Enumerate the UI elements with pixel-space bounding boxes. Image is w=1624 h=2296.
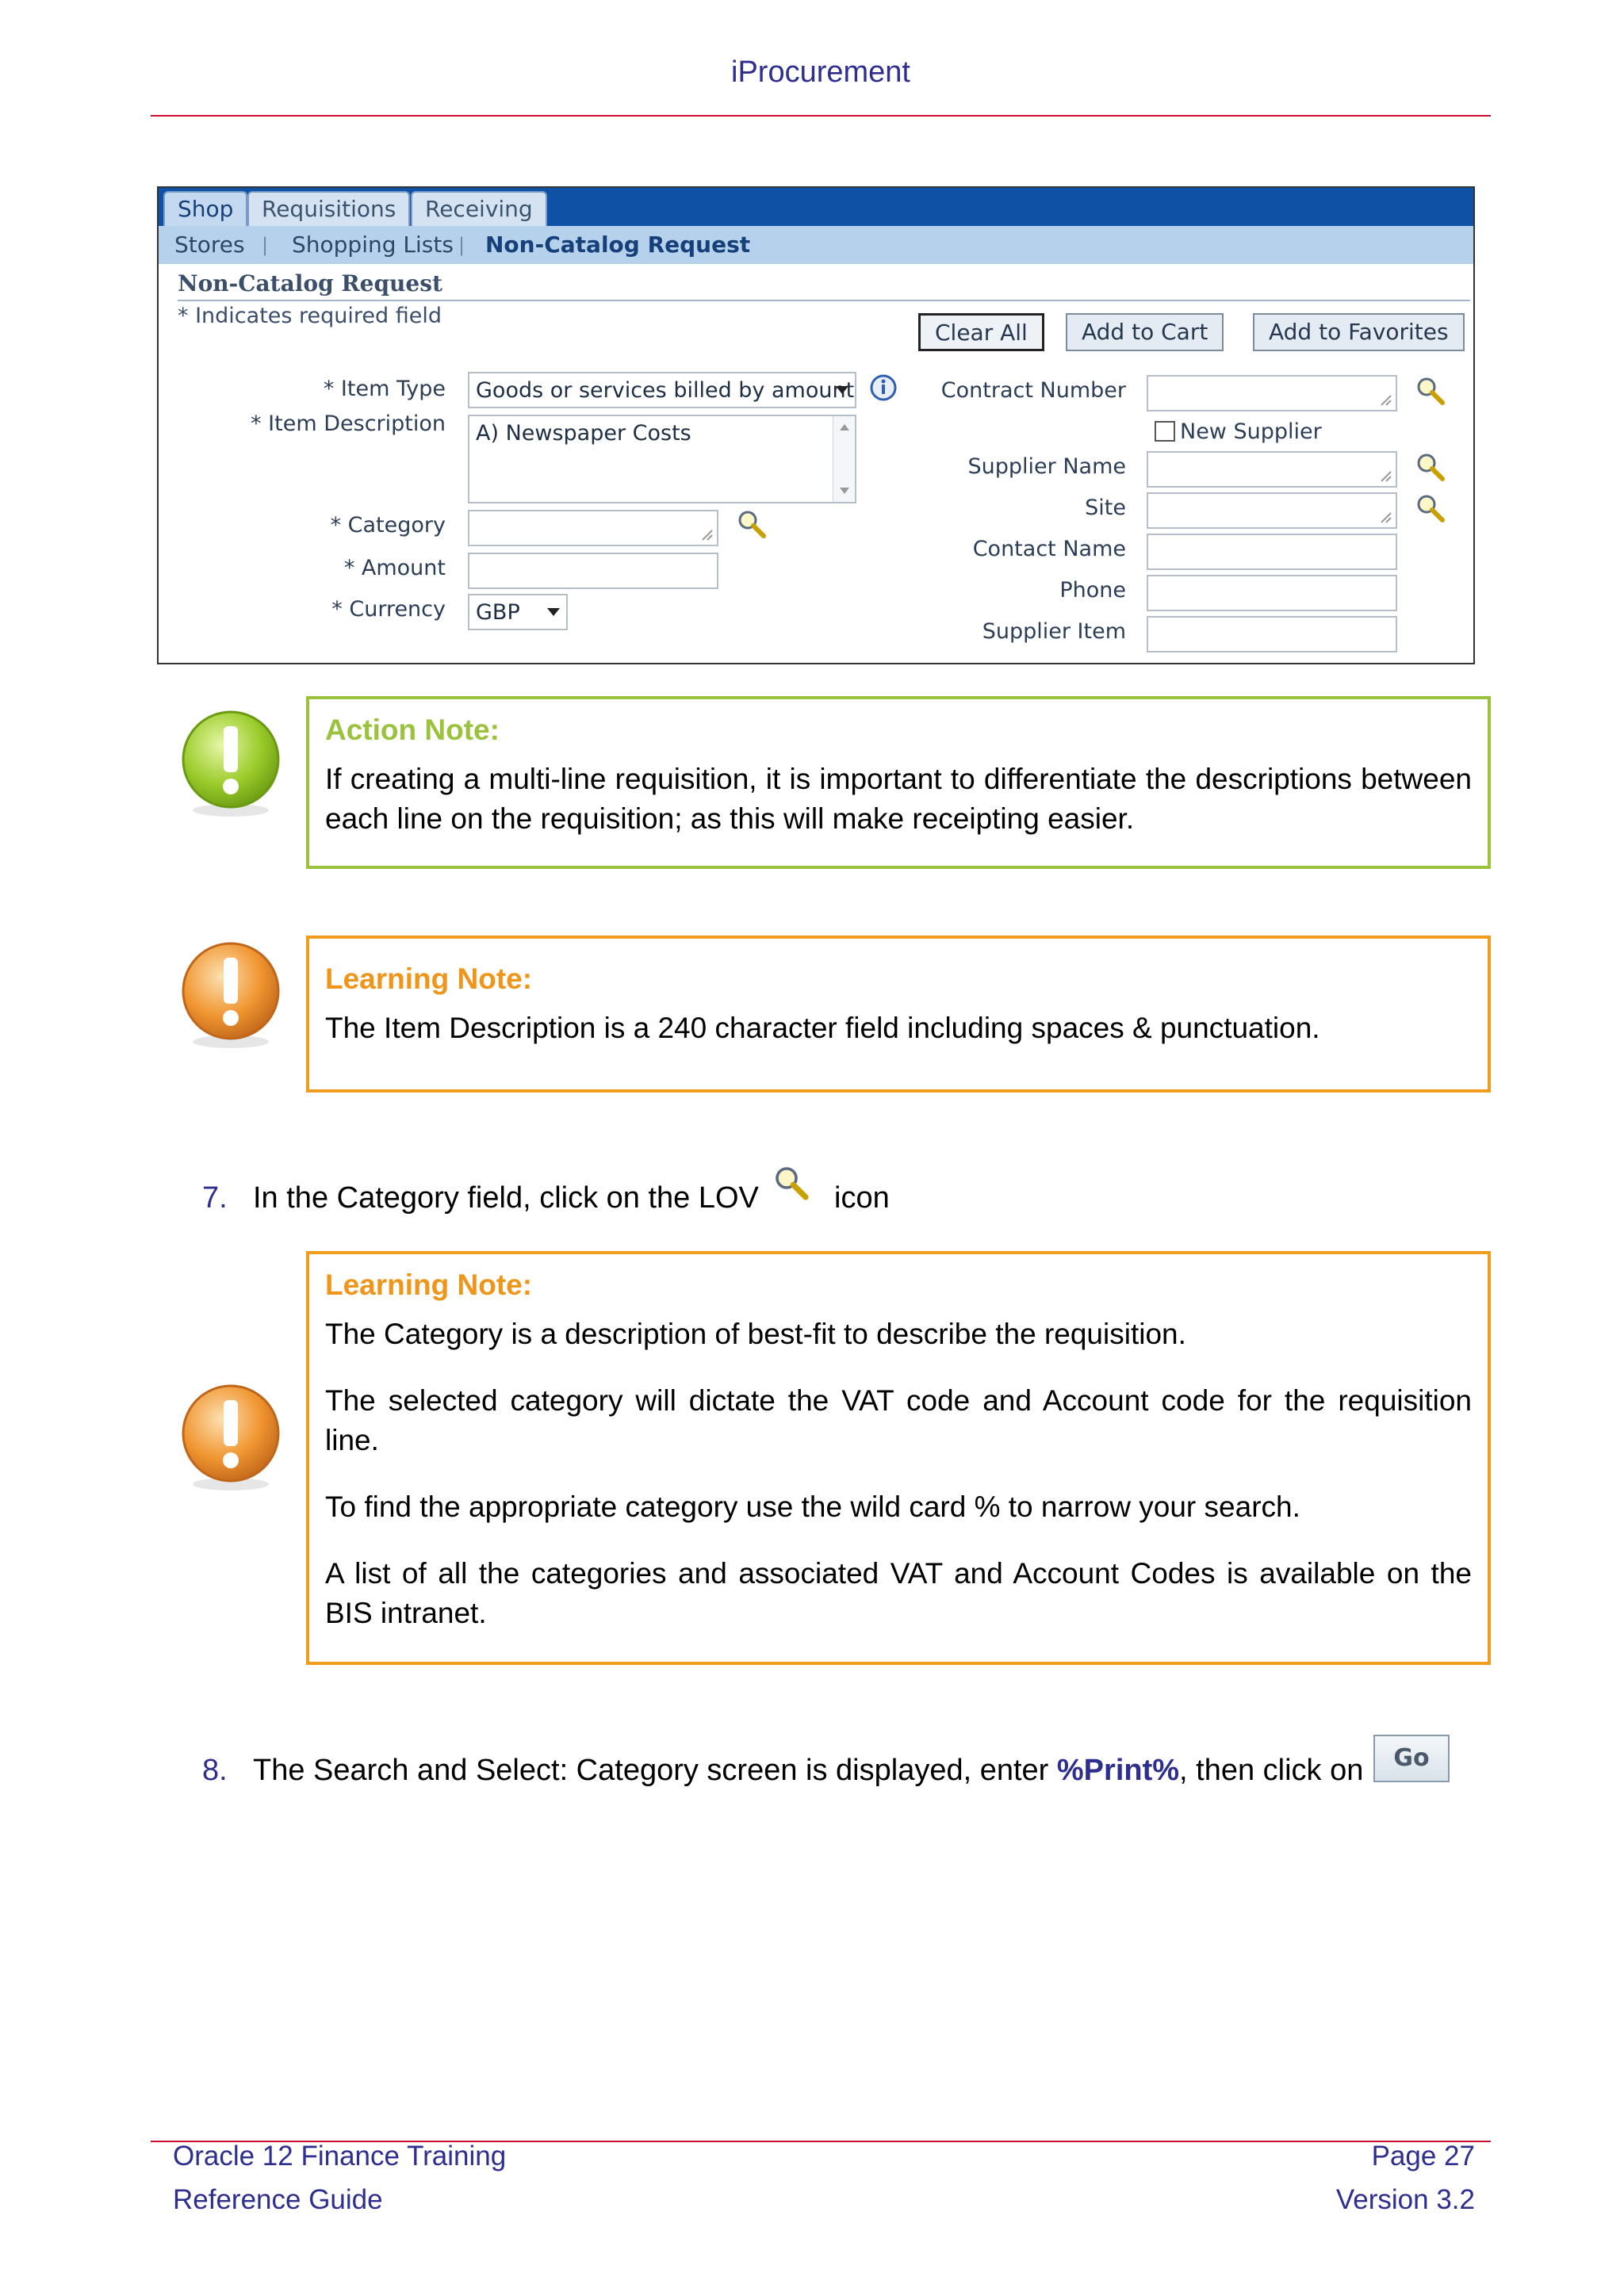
contact-name-input[interactable] [1147, 534, 1397, 570]
item-type-value: Goods or services billed by amount [476, 378, 855, 403]
contract-number-search-icon[interactable] [1415, 375, 1446, 407]
supplier-item-label: Supplier Item [982, 619, 1126, 644]
action-note-title: Action Note: [325, 714, 500, 746]
category-input[interactable] [468, 510, 718, 546]
search-term-highlight: %Print% [1056, 1754, 1180, 1787]
resize-grip-icon [1380, 394, 1392, 407]
learning-note-title: Learning Note: [325, 962, 533, 995]
subtab-separator: | [262, 234, 269, 256]
supplier-name-label: Supplier Name [967, 454, 1126, 479]
textarea-scrollbar[interactable] [833, 416, 855, 502]
footer-version: Version 3.2 [1335, 2184, 1475, 2215]
header-rule [151, 115, 1491, 117]
learning-note-paragraph: To find the appropriate category use the wild card % to narrow your search. [325, 1490, 1300, 1523]
learning-note-paragraph: The Category is a description of best-fit to describe the requisition. [325, 1318, 1186, 1350]
contract-number-input[interactable] [1147, 375, 1397, 411]
scroll-down-icon [840, 488, 849, 494]
phone-input[interactable] [1147, 575, 1397, 611]
lov-search-icon [772, 1164, 810, 1202]
subtab-non-catalog-request[interactable]: Non-Catalog Request [485, 232, 751, 258]
clear-all-button[interactable]: Clear All [918, 313, 1044, 351]
currency-label: * Currency [331, 597, 446, 622]
action-note-box [306, 696, 1491, 869]
chevron-down-icon [836, 386, 848, 394]
subtab-stores[interactable]: Stores [174, 232, 245, 258]
site-label: Site [1085, 496, 1126, 520]
currency-value: GBP [476, 600, 520, 625]
new-supplier-checkbox[interactable] [1155, 421, 1175, 442]
contact-name-label: Contact Name [972, 537, 1126, 561]
step-number: 7. [202, 1181, 228, 1215]
site-search-icon[interactable] [1415, 492, 1446, 524]
form-title-rule [178, 300, 1470, 301]
footer-document-type: Reference Guide [173, 2184, 383, 2215]
learning-note-box [306, 936, 1491, 1093]
supplier-name-search-icon[interactable] [1415, 451, 1446, 483]
subtab-shopping-lists[interactable]: Shopping Lists [292, 232, 454, 258]
contract-number-label: Contract Number [940, 378, 1126, 403]
resize-grip-icon [1380, 470, 1392, 483]
tab-receiving[interactable]: Receiving [411, 191, 547, 226]
add-to-cart-button[interactable]: Add to Cart [1066, 313, 1224, 351]
learning-note-exclamation-icon [179, 1383, 282, 1494]
action-note-text: If creating a multi-line requisition, it is important to differentiate the descriptions between each line on the requisition; as this will make receipting easier. [325, 763, 1472, 835]
learning-note-exclamation-icon [179, 940, 282, 1051]
footer-course-title: Oracle 12 Finance Training [173, 2141, 507, 2172]
step-number: 8. [202, 1754, 228, 1787]
supplier-item-input[interactable] [1147, 616, 1397, 652]
learning-note-paragraph: A list of all the categories and associated VAT and Account Codes is available on the BIS intranet. [325, 1557, 1472, 1629]
page-header: iProcurement [731, 55, 910, 89]
phone-label: Phone [1059, 578, 1126, 603]
step-7 [202, 1181, 759, 1215]
tab-shop[interactable]: Shop [163, 191, 247, 226]
learning-note-box [306, 1251, 1491, 1665]
item-description-textarea[interactable] [468, 415, 856, 503]
currency-select[interactable] [468, 594, 568, 630]
chevron-down-icon [547, 608, 560, 616]
site-input[interactable] [1147, 492, 1397, 529]
step-8-text-end: , then click on [1179, 1754, 1364, 1787]
subtab-bar [159, 226, 1473, 264]
tab-bar [159, 188, 1473, 226]
subtab-separator: | [458, 234, 465, 256]
go-button-image: Go [1373, 1735, 1450, 1782]
scroll-up-icon [840, 424, 849, 430]
step-8 [202, 1754, 1363, 1788]
category-lov-search-icon[interactable] [736, 508, 768, 540]
new-supplier-label: New Supplier [1180, 419, 1322, 444]
non-catalog-request-screenshot [157, 186, 1475, 664]
amount-input[interactable] [468, 553, 718, 589]
item-description-value: A) Newspaper Costs [476, 421, 691, 446]
learning-note-paragraph: The selected category will dictate the VAT code and Account code for the requisition line. [325, 1384, 1472, 1456]
footer-page-number: Page 27 [1371, 2141, 1475, 2172]
add-to-favorites-button[interactable]: Add to Favorites [1253, 313, 1465, 351]
action-note-exclamation-icon [179, 709, 282, 820]
info-icon[interactable] [869, 373, 898, 402]
step-7-text: In the Category field, click on the LOV [253, 1181, 759, 1215]
resize-grip-icon [1380, 511, 1392, 524]
supplier-name-input[interactable] [1147, 451, 1397, 488]
step-7-text-end: icon [834, 1181, 890, 1215]
resize-grip-icon [701, 529, 714, 541]
learning-note-title: Learning Note: [325, 1269, 533, 1301]
item-description-label: * Item Description [251, 411, 446, 436]
step-8-text: The Search and Select: Category screen is displayed, enter [253, 1754, 1057, 1787]
form-title: Non-Catalog Request [178, 270, 442, 297]
learning-note-text: The Item Description is a 240 character field including spaces & punctuation. [325, 1012, 1320, 1044]
required-field-note: * Indicates required field [178, 304, 442, 328]
item-type-label: * Item Type [323, 377, 446, 401]
category-label: * Category [330, 513, 446, 538]
tab-requisitions[interactable]: Requisitions [247, 191, 410, 226]
item-type-select[interactable] [468, 372, 856, 408]
amount-label: * Amount [343, 556, 446, 580]
